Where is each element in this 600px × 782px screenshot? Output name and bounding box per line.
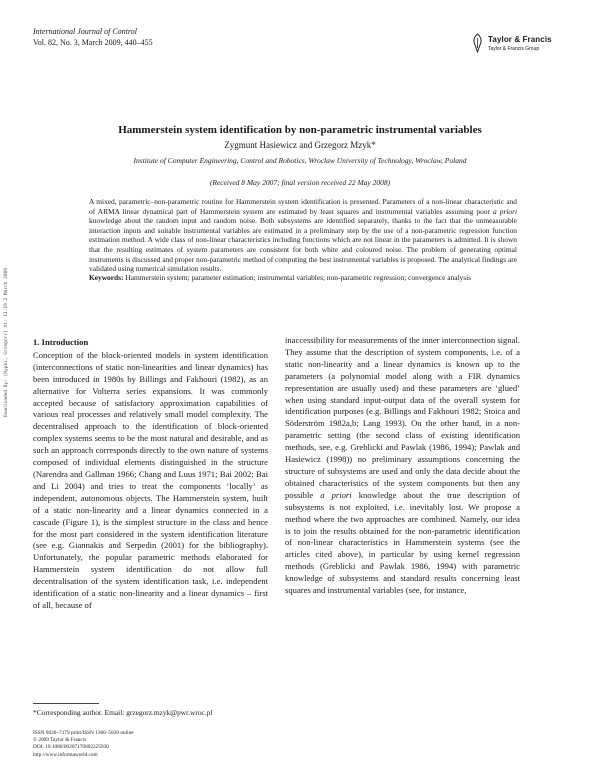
website-link[interactable]: http://www.informaworld.com	[33, 751, 98, 758]
abstract	[89, 197, 517, 274]
abstract-text-1: A mixed, parametric–non-parametric routine for Hammerstein system identification is presented. Parameters of a non-linear characteristic and of ARMA linear dynamical part of Hammerstein system are estimated by least squares and instrumental variables assuming poor	[89, 197, 517, 216]
intro-right-paragraph	[285, 335, 520, 597]
intro-left-paragraph: Conception of the block-oriented models in system identification (interconnections of static non-linearities and linear dynamics) has been introduced in 1980s by Billings and Fakhouri (1982), as an alternative for Volterra series expansions. It was commonly accepted because of satisfactory approximation capabilities of various real processes and relatively small model complexity. The decentralised approach to the identification of block-oriented complex systems seems to be the most natural and desirable, and as such an approach corresponds directly to the own nature of systems composed of individual elements distinguished in the structure (Narendra and Gallman 1966; Chang and Luus 1971; Bai 2002; Bai and Li 2004) and tries to treat the components ‘locally’ as independent, autonomous objects. The Hammerstein system, built of a static non-linearity and a linear dynamics connected in a cascade (Figure 1), is the simplest structure in the class and hence for the most part considered in the system identification literature (see e.g. Giannakis and Serpedin (2001) for the bibliography). Unfortunately, the popular parametric methods elaborated for Hammerstein system identification do not allow full decentralisation of the system identification task, i.e. independent identification of a static non-linearity and a linear dynamics – first of all, because of	[33, 349, 268, 610]
paper-title: Hammerstein system identification by non-parametric instrumental variables	[118, 124, 482, 136]
publisher-group: Taylor & Francis Group	[488, 46, 540, 52]
abstract-emphasis: a priori	[493, 206, 517, 216]
corresponding-author-footnote: *Corresponding author. Email: grzegorz.mzyk@pwr.wroc.pl	[33, 708, 213, 717]
keywords	[89, 273, 517, 283]
publisher-logo-icon	[470, 33, 485, 53]
doi-line: DOI: 10.1080/00207170802225930	[33, 744, 109, 751]
journal-name: International Journal of Control	[33, 27, 137, 36]
paper-authors: Zygmunt Hasiewicz and Grzegorz Mzyk*	[224, 140, 376, 150]
publisher-logo	[470, 31, 580, 67]
footnote-rule	[33, 703, 99, 704]
section-heading: 1. Introduction	[33, 337, 89, 347]
abstract-text-2: knowledge about the random input and random noise. Both subsystems are identified separately, thanks to the fact that the unmeasurable interaction inputs and suitable instrumental variables are estimated in a preliminary step by the use of a non-parametric regression function estimation method. A wide class of non-linear characteristics including functions which are not linear in the parameters is admitted. It is shown that the resulting estimates of system parameters are consistent for both white and coloured noise. The problem of generating optimal instruments is discussed and proper non-parametric method of computing the best instrumental variables is proposed. The analytical findings are validated using numerical simulation results.	[89, 216, 517, 274]
journal-volume: Vol. 82, No. 3, March 2009, 440–455	[33, 38, 153, 47]
intro-right-emphasis: a priori	[320, 489, 352, 500]
download-stamp: Downloaded By: [Hypki, Grzegorz] At: 11:19 2 March 2009	[4, 268, 9, 418]
issn-block	[33, 730, 134, 759]
issn-line: ISSN 0020–7179 print/ISSN 1366–5820 online	[33, 730, 134, 736]
paper-affiliation: Institute of Computer Engineering, Control and Robotics, Wroclaw University of Technology, Wroclaw, Poland	[133, 156, 467, 165]
copyright-line: © 2009 Taylor & Francis	[33, 737, 87, 744]
keywords-label: Keywords:	[89, 273, 124, 282]
keywords-text: Hammerstein system; parameter estimation; instrumental variables; non-parametric regression; convergence analysis	[125, 273, 472, 282]
intro-right-text-2: knowledge about the true description of subsystems is not exploited, i.e. inevitably lost. We propose a method where the two approaches are combined. Namely, our idea is to join the results obtained for the non-parametric identification of non-linear characteristics in Hammerstein systems (see the articles cited above), in particular by using kernel regression methods (Greblicki and Pawlak 1986, 1994) with parametric knowledge of subsystems and standard results concerning least squares and instrumental variables (see, for instance,	[285, 489, 520, 596]
left-column	[33, 337, 268, 612]
publisher-name: Taylor & Francis	[488, 35, 552, 44]
right-column	[285, 335, 520, 597]
intro-right-text-1: inaccessibility for measurements of the inner interconnection signal. They assume that the description of system components, i.e. of a static non-linearity and a linear dynamics is known up to the parameters (a polynomial model along with a FIR dynamics representation are usually used) and these parameters are ‘glued’ when using standard input-output data of the overall system for identification purposes (e.g. Billings and Fakhouri 1982; Stoica and Söderström 1982a,b; Lang 1993). On the other hand, in a non-parametric setting (the second class of existing identification methods, see, e.g. Greblicki and Pawlak (1986, 1994); Pawlak and Hasiewicz (1998)) no preliminary assumptions concerning the structure of subsystems are used and only the data decide about the obtained characteristics of the system components but then any possible	[285, 335, 520, 500]
received-dates: (Received 8 May 2007; final version received 22 May 2008)	[209, 178, 391, 187]
journal-header	[33, 26, 153, 48]
